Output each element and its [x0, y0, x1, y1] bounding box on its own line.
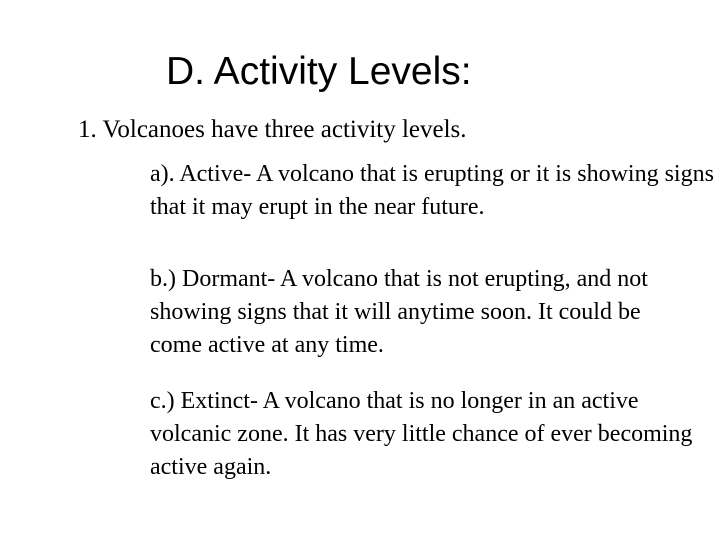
- slide-title: D. Activity Levels:: [166, 50, 472, 93]
- sub-point-active: a). Active- A volcano that is erupting or it is showing signs that it may erupt in the near future.: [150, 161, 714, 220]
- point-volcano-activity-levels: 1. Volcanoes have three activity levels.: [78, 116, 467, 143]
- sub-point-extinct: c.) Extinct- A volcano that is no longer in an active volcanic zone. It has very little chance of ever becoming active again.: [150, 388, 693, 480]
- sub-point-dormant: b.) Dormant- A volcano that is not erupting, and not showing signs that it will anytime soon. It could be come active at any time.: [150, 266, 648, 358]
